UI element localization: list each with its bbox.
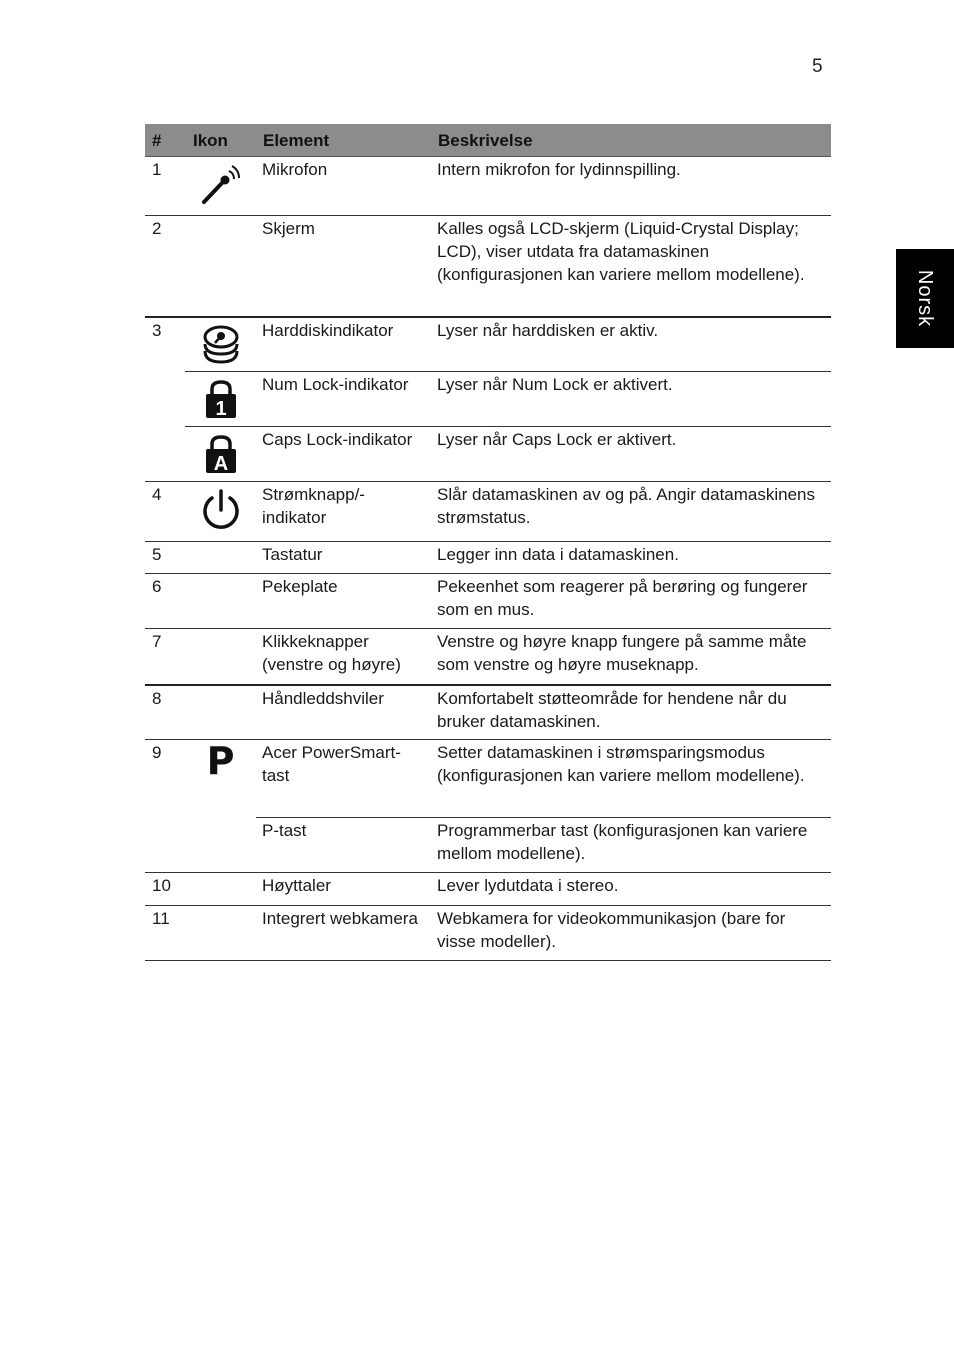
table-row — [145, 427, 831, 482]
header-num: # — [145, 124, 185, 157]
table-row — [145, 574, 831, 629]
row-num: 8 — [145, 685, 185, 740]
row-description: Komfortabelt støtteområde for hendene når du bruker datamaskinen. — [431, 685, 831, 740]
row-description: Slår datamaskinen av og på. Angir datamaskinens strømstatus. — [431, 482, 831, 542]
row-description: Webkamera for videokommunikasjon (bare for visse modeller). — [431, 906, 831, 961]
row-element: Harddiskindikator — [256, 317, 431, 372]
row-num: 4 — [145, 482, 185, 542]
table-row — [145, 317, 831, 372]
row-element: Num Lock-indikator — [256, 372, 431, 427]
table-row — [145, 216, 831, 317]
row-element: Håndleddshviler — [256, 685, 431, 740]
row-element: Mikrofon — [256, 157, 431, 216]
row-description: Lyser når Caps Lock er aktivert. — [431, 427, 831, 482]
row-description: Lever lydutdata i stereo. — [431, 873, 831, 906]
row-element: Skjerm — [256, 216, 431, 317]
row-description: Kalles også LCD-skjerm (Liquid-Crystal Display; LCD), viser utdata fra datamaskinen (konfigurasjonen kan variere mellom modellene). — [431, 216, 831, 317]
caps-lock-icon — [204, 434, 238, 474]
row-element: Acer PowerSmart-tast — [256, 740, 431, 818]
table-header-row — [145, 124, 831, 157]
row-description: Venstre og høyre knapp fungere på samme måte som venstre og høyre museknapp. — [431, 629, 831, 685]
row-num — [145, 427, 185, 482]
table-row — [145, 873, 831, 906]
header-description: Beskrivelse — [431, 124, 831, 157]
row-element: Høyttaler — [256, 873, 431, 906]
svg-text:A: A — [213, 453, 228, 474]
header-element: Element — [256, 124, 431, 157]
table-row — [145, 906, 831, 961]
table-row — [145, 482, 831, 542]
row-element: Strømknapp/-indikator — [256, 482, 431, 542]
row-description: Legger inn data i datamaskinen. — [431, 542, 831, 574]
row-element: Caps Lock-indikator — [256, 427, 431, 482]
row-description: Setter datamaskinen i strømsparingsmodus (konfigurasjonen kan variere mellom modellene). — [431, 740, 831, 818]
row-num: 5 — [145, 542, 185, 574]
row-num: 9 — [152, 743, 162, 762]
row-num — [145, 372, 185, 427]
num-lock-icon — [204, 379, 238, 419]
component-table — [145, 124, 831, 961]
row-element: Tastatur — [256, 542, 431, 574]
p-key-icon: P — [206, 739, 235, 783]
row-num: 3 — [152, 320, 162, 340]
hdd-indicator-icon — [203, 325, 239, 365]
row-num: 6 — [145, 574, 185, 629]
header-icon: Ikon — [185, 124, 256, 157]
language-tab-label: Norsk — [914, 269, 937, 328]
table-row — [145, 818, 831, 873]
row-num: 1 — [145, 157, 185, 216]
page-number: 5 — [812, 56, 823, 77]
row-num: 11 — [145, 906, 185, 961]
table-row — [145, 372, 831, 427]
row-description: Pekeenhet som reagerer på berøring og fungerer som en mus. — [431, 574, 831, 629]
microphone-icon — [201, 163, 241, 205]
row-element: P-tast — [256, 818, 431, 873]
row-description: Programmerbar tast (konfigurasjonen kan variere mellom modellene). — [431, 818, 831, 873]
table-row — [145, 629, 831, 685]
row-element: Integrert webkamera — [256, 906, 431, 961]
row-element: Klikkeknapper (venstre og høyre) — [256, 629, 431, 685]
language-tab — [896, 249, 954, 348]
table-row — [145, 740, 831, 818]
row-num: 10 — [145, 873, 185, 906]
row-description: Lyser når harddisken er aktiv. — [431, 317, 831, 372]
row-element: Pekeplate — [256, 574, 431, 629]
row-description: Intern mikrofon for lydinnspilling. — [431, 157, 831, 216]
row-num — [145, 818, 185, 873]
table-row — [145, 685, 831, 740]
table-row — [145, 157, 831, 216]
row-num: 7 — [145, 629, 185, 685]
row-description: Lyser når Num Lock er aktivert. — [431, 372, 831, 427]
row-num: 2 — [145, 216, 185, 317]
power-icon — [201, 488, 241, 532]
table-row — [145, 542, 831, 574]
svg-text:1: 1 — [214, 398, 227, 419]
